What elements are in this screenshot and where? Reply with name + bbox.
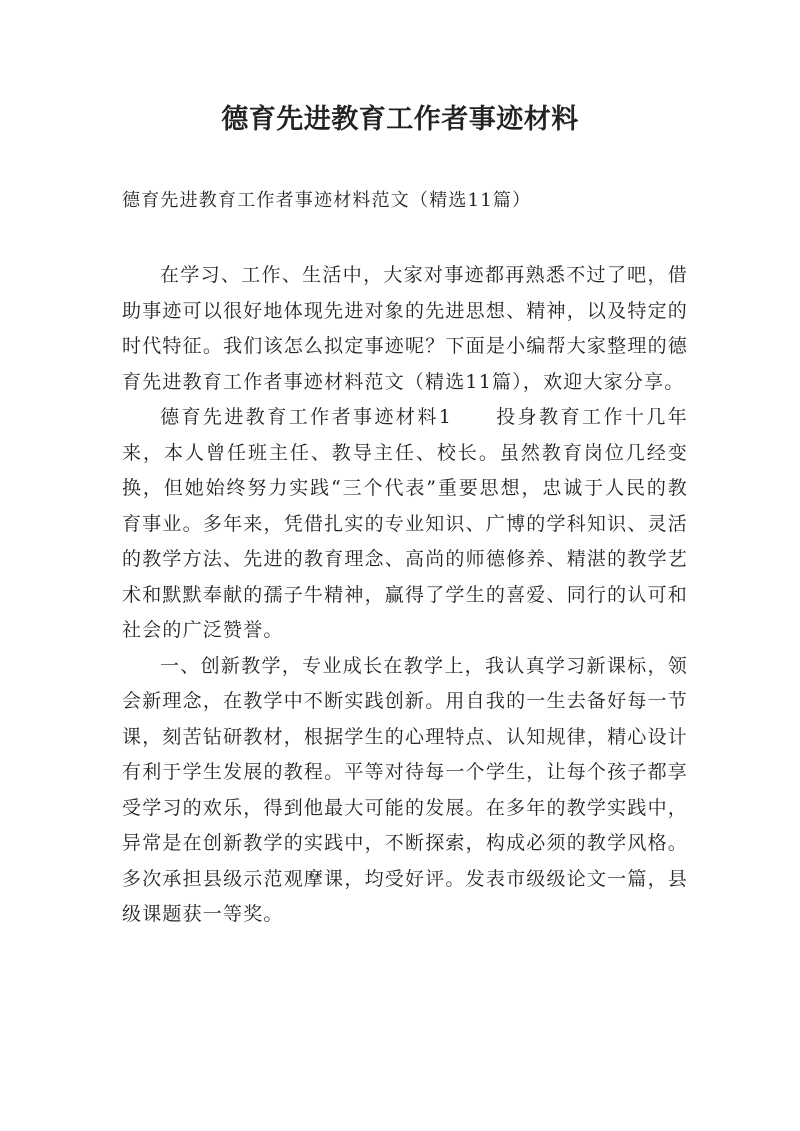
document-subtitle: 德育先进教育工作者事迹材料范文（精选11篇） [122, 190, 532, 211]
document-body [122, 258, 688, 933]
paragraph-innovative-teaching: 一、创新教学，专业成长在教学上，我认真学习新课标，领会新理念，在教学中不断实践创新。用自我的一生去备好每一节课，刻苦钻研教材，根据学生的心理特点、认知规律，精心设计有利于学生发展的教程。平等对待每一个学生，让每个孩子都享受学习的欢乐，得到他最大可能的发展。在多年的教学实践中，异常是在创新教学的实践中，不断探索，构成必须的教学风格。多次承担县级示范观摩课，均受好评。发表市级级论文一篇，县级课题获一等奖。 [122, 654, 688, 925]
document-title: 德育先进教育工作者事迹材料 [221, 104, 579, 135]
paragraph-material-1: 德育先进教育工作者事迹材料1 投身教育工作十几年来，本人曾任班主任、教导主任、校长。虽然教育岗位几经变换，但她始终努力实践“三个代表”重要思想，忠诚于人民的教育事业。多年来，凭借扎实的专业知识、广博的学科知识、灵活的教学方法、先进的教育理念、高尚的师德修养、精湛的教学艺术和默默奉献的孺子牛精神，赢得了学生的喜爱、同行的认可和社会的广泛赞誉。 [122, 406, 688, 641]
paragraph-intro: 在学习、工作、生活中，大家对事迹都再熟悉不过了吧，借助事迹可以很好地体现先进对象的先进思想、精神，以及特定的时代特征。我们该怎么拟定事迹呢？下面是小编帮大家整理的德育先进教育工作者事迹材料范文（精选11篇），欢迎大家分享。 [122, 264, 688, 393]
